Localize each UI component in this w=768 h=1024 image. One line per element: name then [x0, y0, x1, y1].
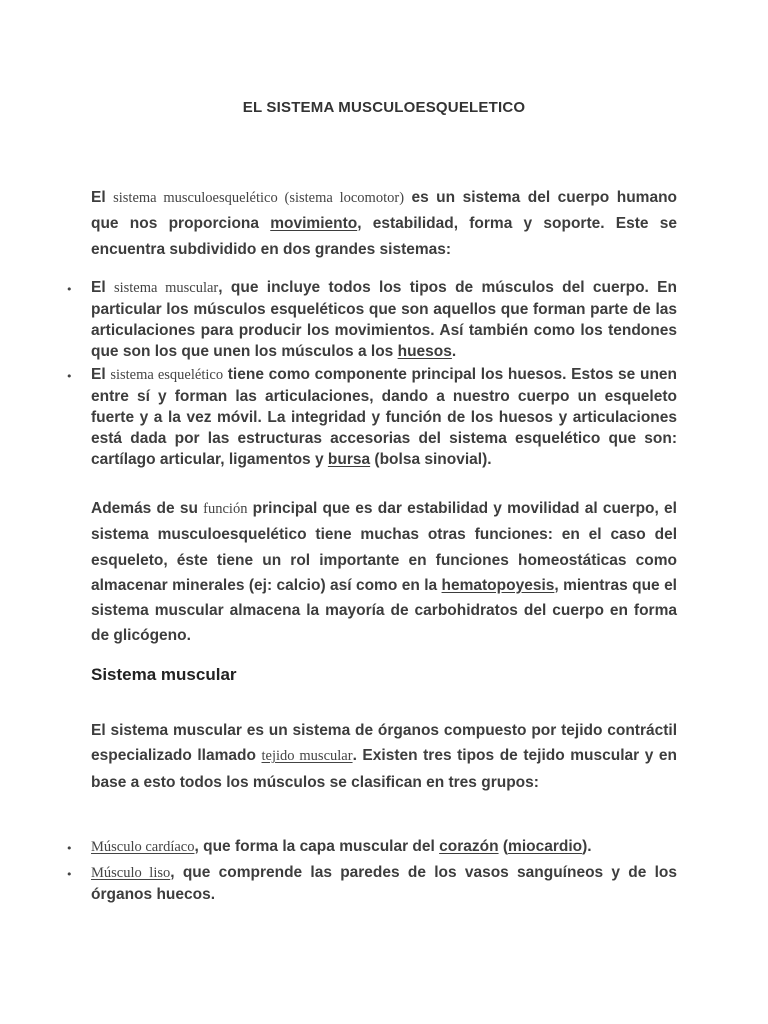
link-musculo-liso[interactable]: Músculo liso: [91, 865, 171, 881]
intro-text-2: es un sistema del cuerpo humano que nos proporciona: [91, 189, 678, 233]
paragraph-text: El sistema muscular es un sistema de órganos compuesto por tejido contráctil especializado llamado: [91, 722, 677, 765]
intro-text-1: El: [91, 189, 114, 206]
bullet-text: El: [91, 279, 114, 296]
link-funcion[interactable]: función: [203, 501, 248, 517]
bullet-text: El: [91, 366, 111, 383]
bullet-item-sistema-esqueletico: [91, 364, 677, 470]
paragraph-text: , mientras que el sistema muscular almacena la mayoría de carbohidratos del cuerpo en forma de glicógeno.: [91, 576, 677, 645]
bullet-text: tiene como componente principal los huesos. Estos se unen entre sí y forman las articulaciones, dando a nuestro cuerpo un esqueleto fuerte y a la vez móvil. La integridad y función de los huesos y articulaciones está dada por las estructuras accesorias del sistema esquelético que son: cartílago articular, ligamentos y: [91, 366, 677, 468]
link-tejido-muscular[interactable]: tejido muscular: [261, 748, 353, 765]
paragraph-text: principal que es dar estabilidad y movilidad al cuerpo, el sistema musculoesquelético tiene muchas otras funciones: en el caso del esqueleto, éste tiene un rol importante en funciones homeostáticas como almacenar minerales (ej: calcio) así como en la: [91, 500, 677, 594]
bullet-marker: •: [66, 868, 73, 881]
bullet-marker: •: [66, 842, 73, 855]
link-sistema-musculoesqueletico[interactable]: sistema musculoesquelético (sistema locomotor): [113, 190, 405, 206]
bullet-text: (: [498, 838, 509, 855]
bullet-text: , que forma la capa muscular del: [194, 838, 440, 855]
link-hematopoyesis[interactable]: hematopoyesis: [441, 576, 555, 594]
link-movimiento[interactable]: movimiento: [270, 215, 358, 233]
paragraph-text: Además de su: [91, 500, 204, 517]
bullet-item-musculo-liso: [91, 862, 677, 905]
bullet-marker: •: [66, 370, 73, 383]
link-huesos[interactable]: huesos: [397, 343, 452, 360]
paragraph-text: . Existen tres tipos de tejido muscular y en base a esto todos los músculos se clasifican en tres grupos:: [91, 747, 678, 791]
bullet-text: , que incluye todos los tipos de músculos del cuerpo. En particular los músculos esqueléticos que son aquellos que forman parte de las articulaciones para producir los movimientos. Así también como los tendones que son los que unen los músculos a los: [91, 279, 677, 360]
intro-paragraph: [91, 185, 677, 262]
bullet-text: ).: [582, 838, 592, 855]
bullet-text: (bolsa sinovial).: [370, 451, 492, 468]
bullet-item-sistema-muscular: [91, 277, 677, 362]
link-miocardio[interactable]: miocardio: [508, 838, 583, 855]
functions-paragraph: [91, 496, 677, 649]
intro-text-3: , estabilidad, forma y soporte. Este se encuentra subdividido en dos grandes sistemas:: [91, 215, 677, 258]
document-title: EL SISTEMA MUSCULOESQUELETICO: [242, 99, 526, 116]
link-sistema-esqueletico[interactable]: sistema esquelético: [110, 367, 224, 383]
bullet-marker: •: [66, 283, 73, 296]
section-heading-sistema-muscular: Sistema muscular: [91, 665, 237, 684]
link-bursa[interactable]: bursa: [327, 451, 371, 468]
bullet-item-musculo-cardiaco: [91, 836, 677, 858]
link-musculo-cardiaco[interactable]: Músculo cardíaco: [91, 839, 195, 855]
muscular-system-paragraph: [91, 718, 677, 795]
link-corazon[interactable]: corazón: [439, 838, 499, 855]
bullet-text: .: [451, 343, 457, 360]
bullet-text: , que comprende las paredes de los vasos sanguíneos y de los órganos huecos.: [91, 864, 677, 903]
link-sistema-muscular[interactable]: sistema muscular: [113, 280, 219, 296]
